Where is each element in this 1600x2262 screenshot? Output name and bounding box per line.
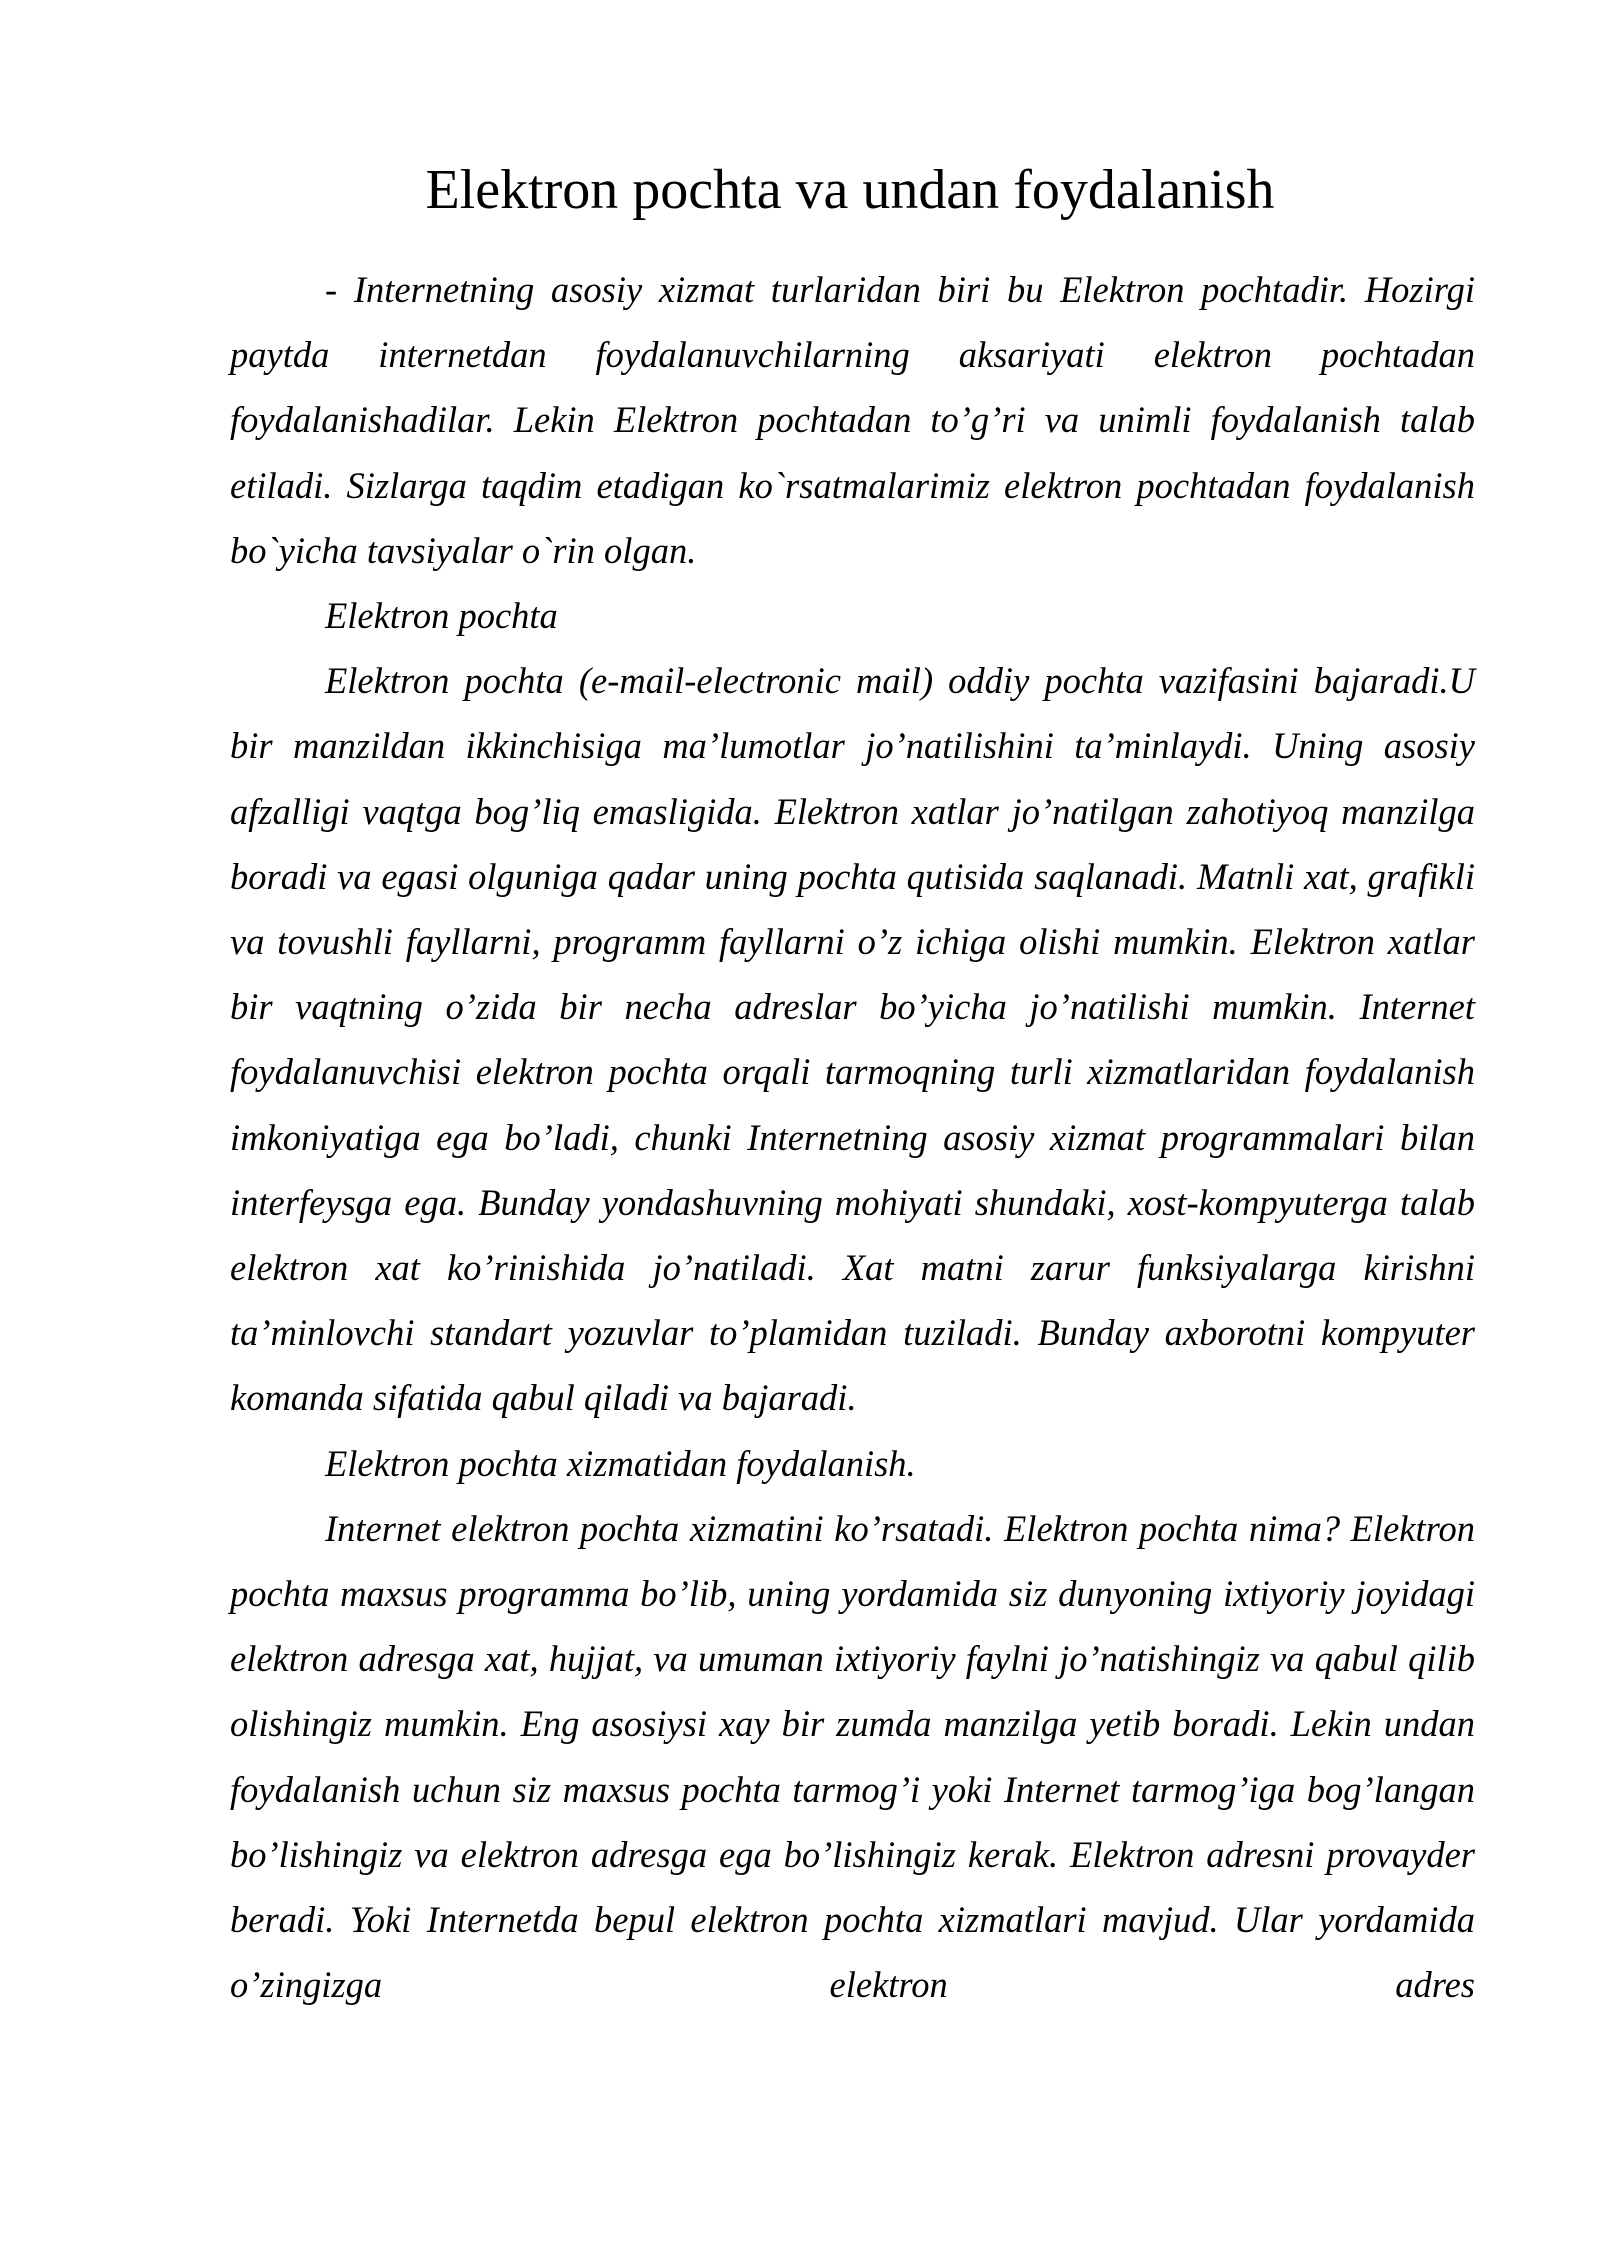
document-body	[230, 257, 1475, 2017]
paragraph-elektron-pochta: Elektron pochta (e-mail-electronic mail) oddiy pochta vazifasini bajaradi.U bir manzildan ikkinchisiga ma’lumotlar jo’natilishini ta’minlaydi. Uning asosiy afzalligi vaqtga bog’liq emasligida. Elektron xatlar jo’natilgan zahotiyoq manzilga boradi va egasi olguniga qadar uning pochta qutisida saqlanadi. Matnli xat, grafikli va tovushli fayllarni, programm fayllarni o’z ichiga olishi mumkin. Elektron xatlar bir vaqtning o’zida bir necha adreslar bo’yicha jo’natilishi mumkin. Internet foydalanuvchisi elektron pochta orqali tarmoqning turli xizmatlaridan foydalanish imkoniyatiga ega bo’ladi, chunki Internetning asosiy xizmat programmalari bilan interfeysga ega. Bunday yondashuvning mohiyati shundaki, xost-kompyuterga talab elektron xat ko’rinishida jo’natiladi. Xat matni zarur funksiyalarga kirishni ta’minlovchi standart yozuvlar to’plamidan tuziladi. Bunday axborotni kompyuter komanda sifatida qabul qiladi va bajaradi.	[230, 660, 1475, 1419]
section-heading-xizmatidan-foydalanish: Elektron pochta xizmatidan foydalanish.	[325, 1442, 916, 1484]
document-title: Elektron pochta va undan foydalanish	[425, 159, 1275, 221]
paragraph-xizmatidan-foydalanish: Internet elektron pochta xizmatini ko’rsatadi. Elektron pochta nima? Elektron pochta maxsus programma bo’lib, uning yordamida siz dunyoning ixtiyoriy joyidagi elektron adresga xat, hujjat, va umuman ixtiyoriy faylni jo’natishingiz va qabul qilib olishingiz mumkin. Eng asosiysi xay bir zumda manzilga yetib boradi. Lekin undan foydalanish uchun siz maxsus pochta tarmog’i yoki Internet tarmog’iga bog’langan bo’lishingiz va elektron adresga ega bo’lishingiz kerak. Elektron adresni provayder beradi. Yoki Internetda bepul elektron pochta xizmatlari mavjud. Ular yordamida o’zingizga elektron adres	[230, 1507, 1475, 2006]
section-heading-elektron-pochta: Elektron pochta	[325, 595, 558, 637]
paragraph-intro: - Internetning asosiy xizmat turlaridan biri bu Elektron pochtadir. Hozirgi paytda internetdan foydalanuvchilarning aksariyati elektron pochtadan foydalanishadilar. Lekin Elektron pochtadan to’g’ri va unimli foydalanish talab etiladi. Sizlarga taqdim etadigan ko`rsatmalarimiz elektron pochtadan foydalanish bo`yicha tavsiyalar o`rin olgan.	[230, 269, 1475, 571]
